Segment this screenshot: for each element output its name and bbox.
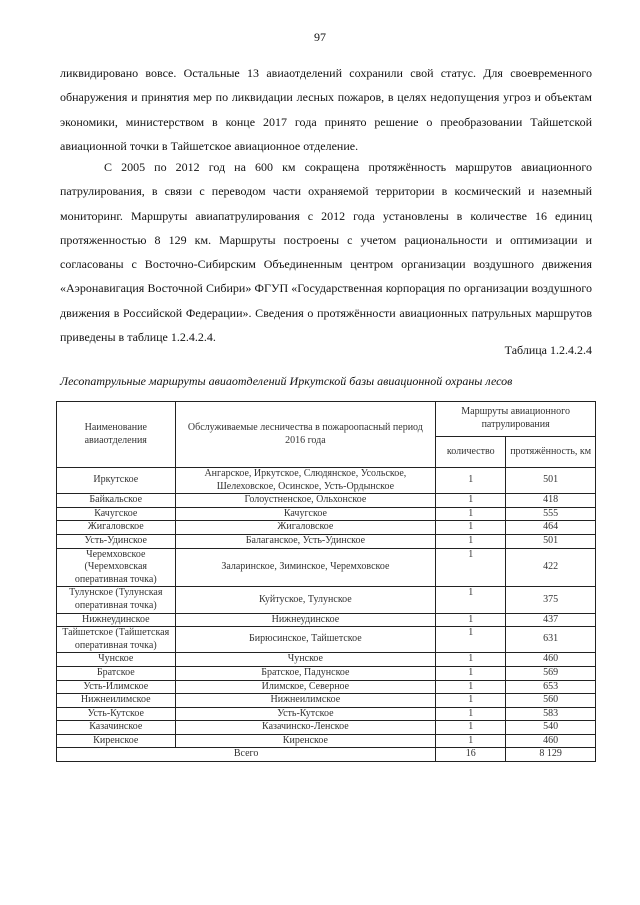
- header-name: Наименование авиаотделения: [57, 402, 176, 468]
- cell-name: Братское: [57, 666, 176, 680]
- table-number: Таблица 1.2.4.2.4: [504, 343, 592, 357]
- table-caption: Лесопатрульные маршруты авиаотделений Иркутской базы авиационной охраны лесов: [60, 374, 513, 388]
- cell-length: 464: [506, 521, 596, 535]
- cell-length: 583: [506, 707, 596, 721]
- table-row: [57, 468, 596, 494]
- cell-length: 418: [506, 494, 596, 508]
- cell-length: 569: [506, 666, 596, 680]
- routes-table: [56, 401, 596, 762]
- cell-forestries: Качугское: [175, 507, 436, 521]
- cell-length: 555: [506, 507, 596, 521]
- cell-name: Иркутское: [57, 468, 176, 494]
- cell-count: 1: [436, 521, 506, 535]
- cell-name: Усть-Илимское: [57, 680, 176, 694]
- cell-count: 1: [436, 534, 506, 548]
- cell-forestries: Нижнеудинское: [175, 613, 436, 627]
- cell-name: Казачинское: [57, 721, 176, 735]
- page-number: 97: [314, 30, 326, 44]
- cell-length: 501: [506, 534, 596, 548]
- cell-count: 1: [436, 587, 506, 613]
- cell-length: 540: [506, 721, 596, 735]
- cell-length: 501: [506, 468, 596, 494]
- cell-name: Жигаловское: [57, 521, 176, 535]
- cell-name: Черемховское (Черемховская оперативная точка): [57, 548, 176, 587]
- header-length: протяжённость, км: [506, 437, 596, 468]
- cell-length: 653: [506, 680, 596, 694]
- cell-count: 1: [436, 721, 506, 735]
- cell-name: Чунское: [57, 653, 176, 667]
- cell-name: Усть-Удинское: [57, 534, 176, 548]
- cell-count: 1: [436, 468, 506, 494]
- cell-forestries: Чунское: [175, 653, 436, 667]
- cell-length: 375: [506, 587, 596, 613]
- header-forestries: Обслуживаемые лесничества в пожароопасный период 2016 года: [175, 402, 436, 468]
- cell-forestries: Голоустненское, Ольхонское: [175, 494, 436, 508]
- total-length: 8 129: [506, 748, 596, 762]
- cell-name: Качугское: [57, 507, 176, 521]
- table-row: [57, 694, 596, 708]
- cell-forestries: Усть-Кутское: [175, 707, 436, 721]
- cell-name: Нижнеилимское: [57, 694, 176, 708]
- cell-name: Тайшетское (Тайшетская оперативная точка): [57, 627, 176, 653]
- cell-count: 1: [436, 666, 506, 680]
- cell-length: 460: [506, 653, 596, 667]
- table-row: [57, 734, 596, 748]
- table-row: [57, 521, 596, 535]
- table-row: [57, 613, 596, 627]
- cell-count: 1: [436, 653, 506, 667]
- table-row: [57, 548, 596, 587]
- table-row: [57, 653, 596, 667]
- table-row: [57, 627, 596, 653]
- table-row: [57, 666, 596, 680]
- cell-name: Тулунское (Тулунская оперативная точка): [57, 587, 176, 613]
- cell-count: 1: [436, 734, 506, 748]
- table-row: [57, 507, 596, 521]
- total-count: 16: [436, 748, 506, 762]
- table-row: [57, 680, 596, 694]
- cell-count: 1: [436, 627, 506, 653]
- table-header: [57, 402, 596, 468]
- cell-count: 1: [436, 707, 506, 721]
- cell-forestries: Илимское, Северное: [175, 680, 436, 694]
- cell-forestries: Казачинско-Ленское: [175, 721, 436, 735]
- cell-name: Нижнеудинское: [57, 613, 176, 627]
- cell-forestries: Жигаловское: [175, 521, 436, 535]
- table-row: [57, 721, 596, 735]
- table-row: [57, 587, 596, 613]
- cell-name: Усть-Кутское: [57, 707, 176, 721]
- cell-length: 460: [506, 734, 596, 748]
- cell-count: 1: [436, 694, 506, 708]
- paragraph-2: С 2005 по 2012 год на 600 км сокращена протяжённость маршрутов авиационного патрулирования, в связи с переводом части охраняемой территории в космический и наземный мониторинг. Маршруты авиапатрулирования с 2012 года установлены в количестве 16 единиц протяженностью 8 129 км. Маршруты построены с учетом рациональности и оптимизации и согласованы с Восточно-Сибирским Объединенным центром организации воздушного движения «Аэронавигация Восточной Сибири» ФГУП «Государственная корпорация по организации воздушного движения в Российской Федерации». Сведения о протяжённости авиационных патрульных маршрутов приведены в таблице 1.2.4.2.4.: [60, 160, 592, 345]
- table-row: [57, 707, 596, 721]
- cell-forestries: Братское, Падунское: [175, 666, 436, 680]
- cell-name: Байкальское: [57, 494, 176, 508]
- cell-forestries: Заларинское, Зиминское, Черемховское: [175, 548, 436, 587]
- cell-length: 631: [506, 627, 596, 653]
- header-count: количество: [436, 437, 506, 468]
- cell-count: 1: [436, 680, 506, 694]
- cell-forestries: Бирюсинское, Тайшетское: [175, 627, 436, 653]
- cell-forestries: Куйтуское, Тулунское: [175, 587, 436, 613]
- cell-length: 437: [506, 613, 596, 627]
- table-row: [57, 534, 596, 548]
- cell-forestries: Киренское: [175, 734, 436, 748]
- cell-count: 1: [436, 613, 506, 627]
- header-routes: Маршруты авиационного патрулирования: [436, 402, 596, 437]
- cell-length: 422: [506, 548, 596, 587]
- table-total-row: [57, 748, 596, 762]
- cell-count: 1: [436, 507, 506, 521]
- total-label: Всего: [57, 748, 436, 762]
- paragraph-1: ликвидировано вовсе. Остальные 13 авиаотделений сохранили свой статус. Для своевременного обнаружения и принятия мер по ликвидации лесных пожаров, в целях недопущения угроз и объектам экономики, министерством в конце 2017 года принято решение о преобразовании Тайшетской авиационной точки в Тайшетское авиационное отделение.: [60, 66, 592, 153]
- cell-forestries: Ангарское, Иркутское, Слюдянское, Усольское, Шелеховское, Осинское, Усть-Ордынское: [175, 468, 436, 494]
- cell-length: 560: [506, 694, 596, 708]
- table-body: [57, 468, 596, 762]
- cell-forestries: Балаганское, Усть-Удинское: [175, 534, 436, 548]
- table-row: [57, 494, 596, 508]
- cell-count: 1: [436, 494, 506, 508]
- cell-forestries: Нижнеилимское: [175, 694, 436, 708]
- cell-name: Киренское: [57, 734, 176, 748]
- cell-count: 1: [436, 548, 506, 587]
